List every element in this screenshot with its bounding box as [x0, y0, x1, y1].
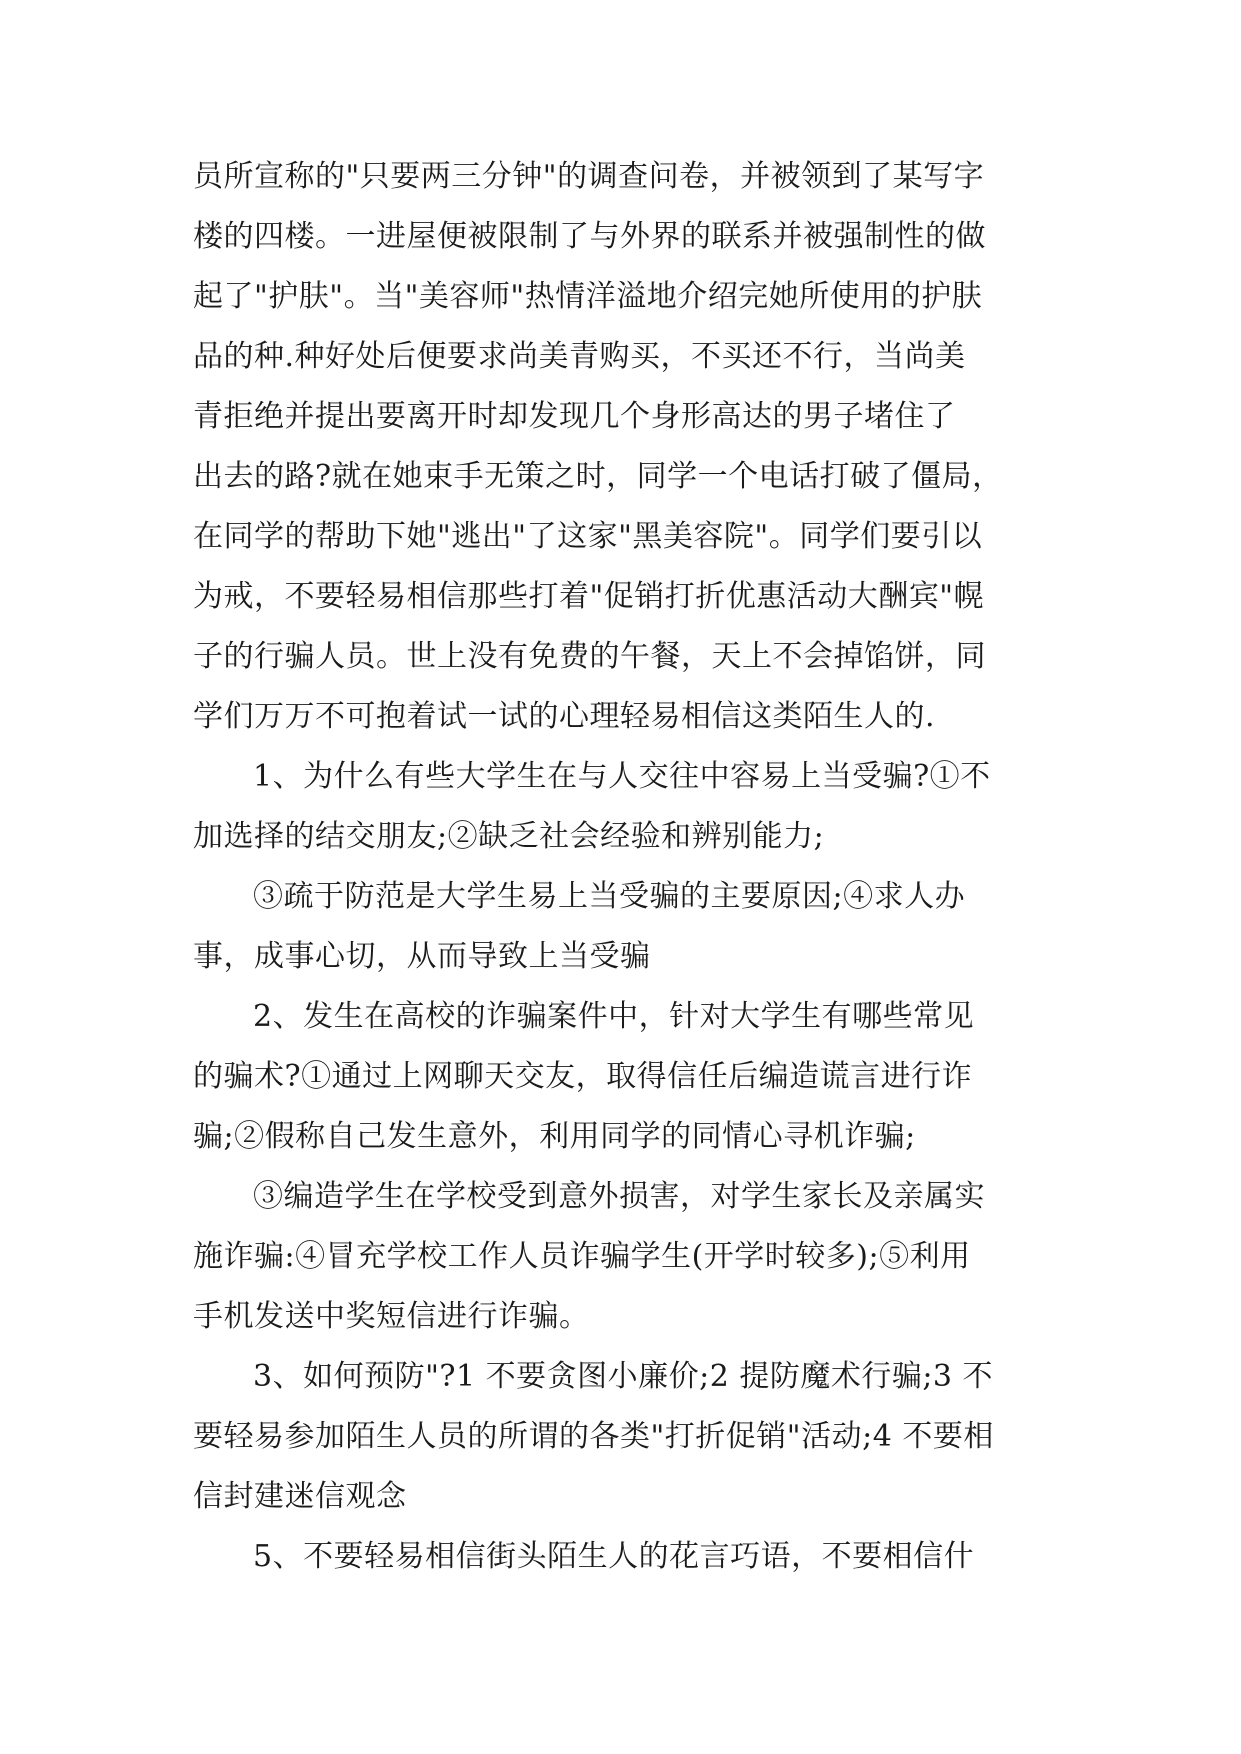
text-line: 子的行骗人员。世上没有免费的午餐，天上不会掉馅饼，同: [193, 639, 986, 674]
body-text: [193, 147, 1049, 1587]
text-line: 5、不要轻易相信街头陌生人的花言巧语，不要相信什: [253, 1539, 975, 1574]
text-line: ③疏于防范是大学生易上当受骗的主要原因;④求人办: [253, 879, 966, 914]
text-line: 出去的路?就在她束手无策之时，同学一个电话打破了僵局，: [193, 459, 1003, 494]
text-line: 施诈骗:④冒充学校工作人员诈骗学生(开学时较多);⑤利用: [193, 1239, 971, 1274]
text-line: 要轻易参加陌生人员的所谓的各类"打折促销"活动;4 不要相: [193, 1419, 994, 1454]
text-line: 起了"护肤"。当"美容师"热情洋溢地介绍完她所使用的护肤: [193, 279, 983, 314]
text-line: 品的种.种好处后便要求尚美青购买，不买还不行，当尚美: [193, 339, 966, 374]
text-line: 骗;②假称自己发生意外，利用同学的同情心寻机诈骗;: [193, 1119, 916, 1154]
text-line: 手机发送中奖短信进行诈骗。: [193, 1299, 590, 1334]
text-line: 员所宣称的"只要两三分钟"的调查问卷，并被领到了某写字: [193, 159, 985, 194]
text-line: 的骗术?①通过上网聊天交友，取得信任后编造谎言进行诈: [193, 1059, 973, 1094]
text-line: 2、发生在高校的诈骗案件中，针对大学生有哪些常见: [253, 999, 975, 1034]
text-line: 信封建迷信观念: [193, 1479, 407, 1514]
text-line: 加选择的结交朋友;②缺乏社会经验和辨别能力;: [193, 819, 825, 854]
text-line: 3、如何预防"?1 不要贪图小廉价;2 提防魔术行骗;3 不: [253, 1359, 994, 1394]
text-line: 楼的四楼。一进屋便被限制了与外界的联系并被强制性的做: [193, 219, 986, 254]
text-line: ③编造学生在学校受到意外损害，对学生家长及亲属实: [253, 1179, 985, 1214]
text-line: 在同学的帮助下她"逃出"了这家"黑美容院"。同学们要引以: [193, 519, 983, 554]
text-line: 1、为什么有些大学生在与人交往中容易上当受骗?①不: [253, 759, 991, 794]
text-line: 学们万万不可抱着试一试的心理轻易相信这类陌生人的.: [193, 699, 936, 734]
text-line: 事，成事心切，从而导致上当受骗: [193, 939, 651, 974]
text-line: 青拒绝并提出要离开时却发现几个身形高达的男子堵住了: [193, 399, 956, 434]
text-line: 为戒，不要轻易相信那些打着"促销打折优惠活动大酬宾"幌: [193, 579, 985, 614]
